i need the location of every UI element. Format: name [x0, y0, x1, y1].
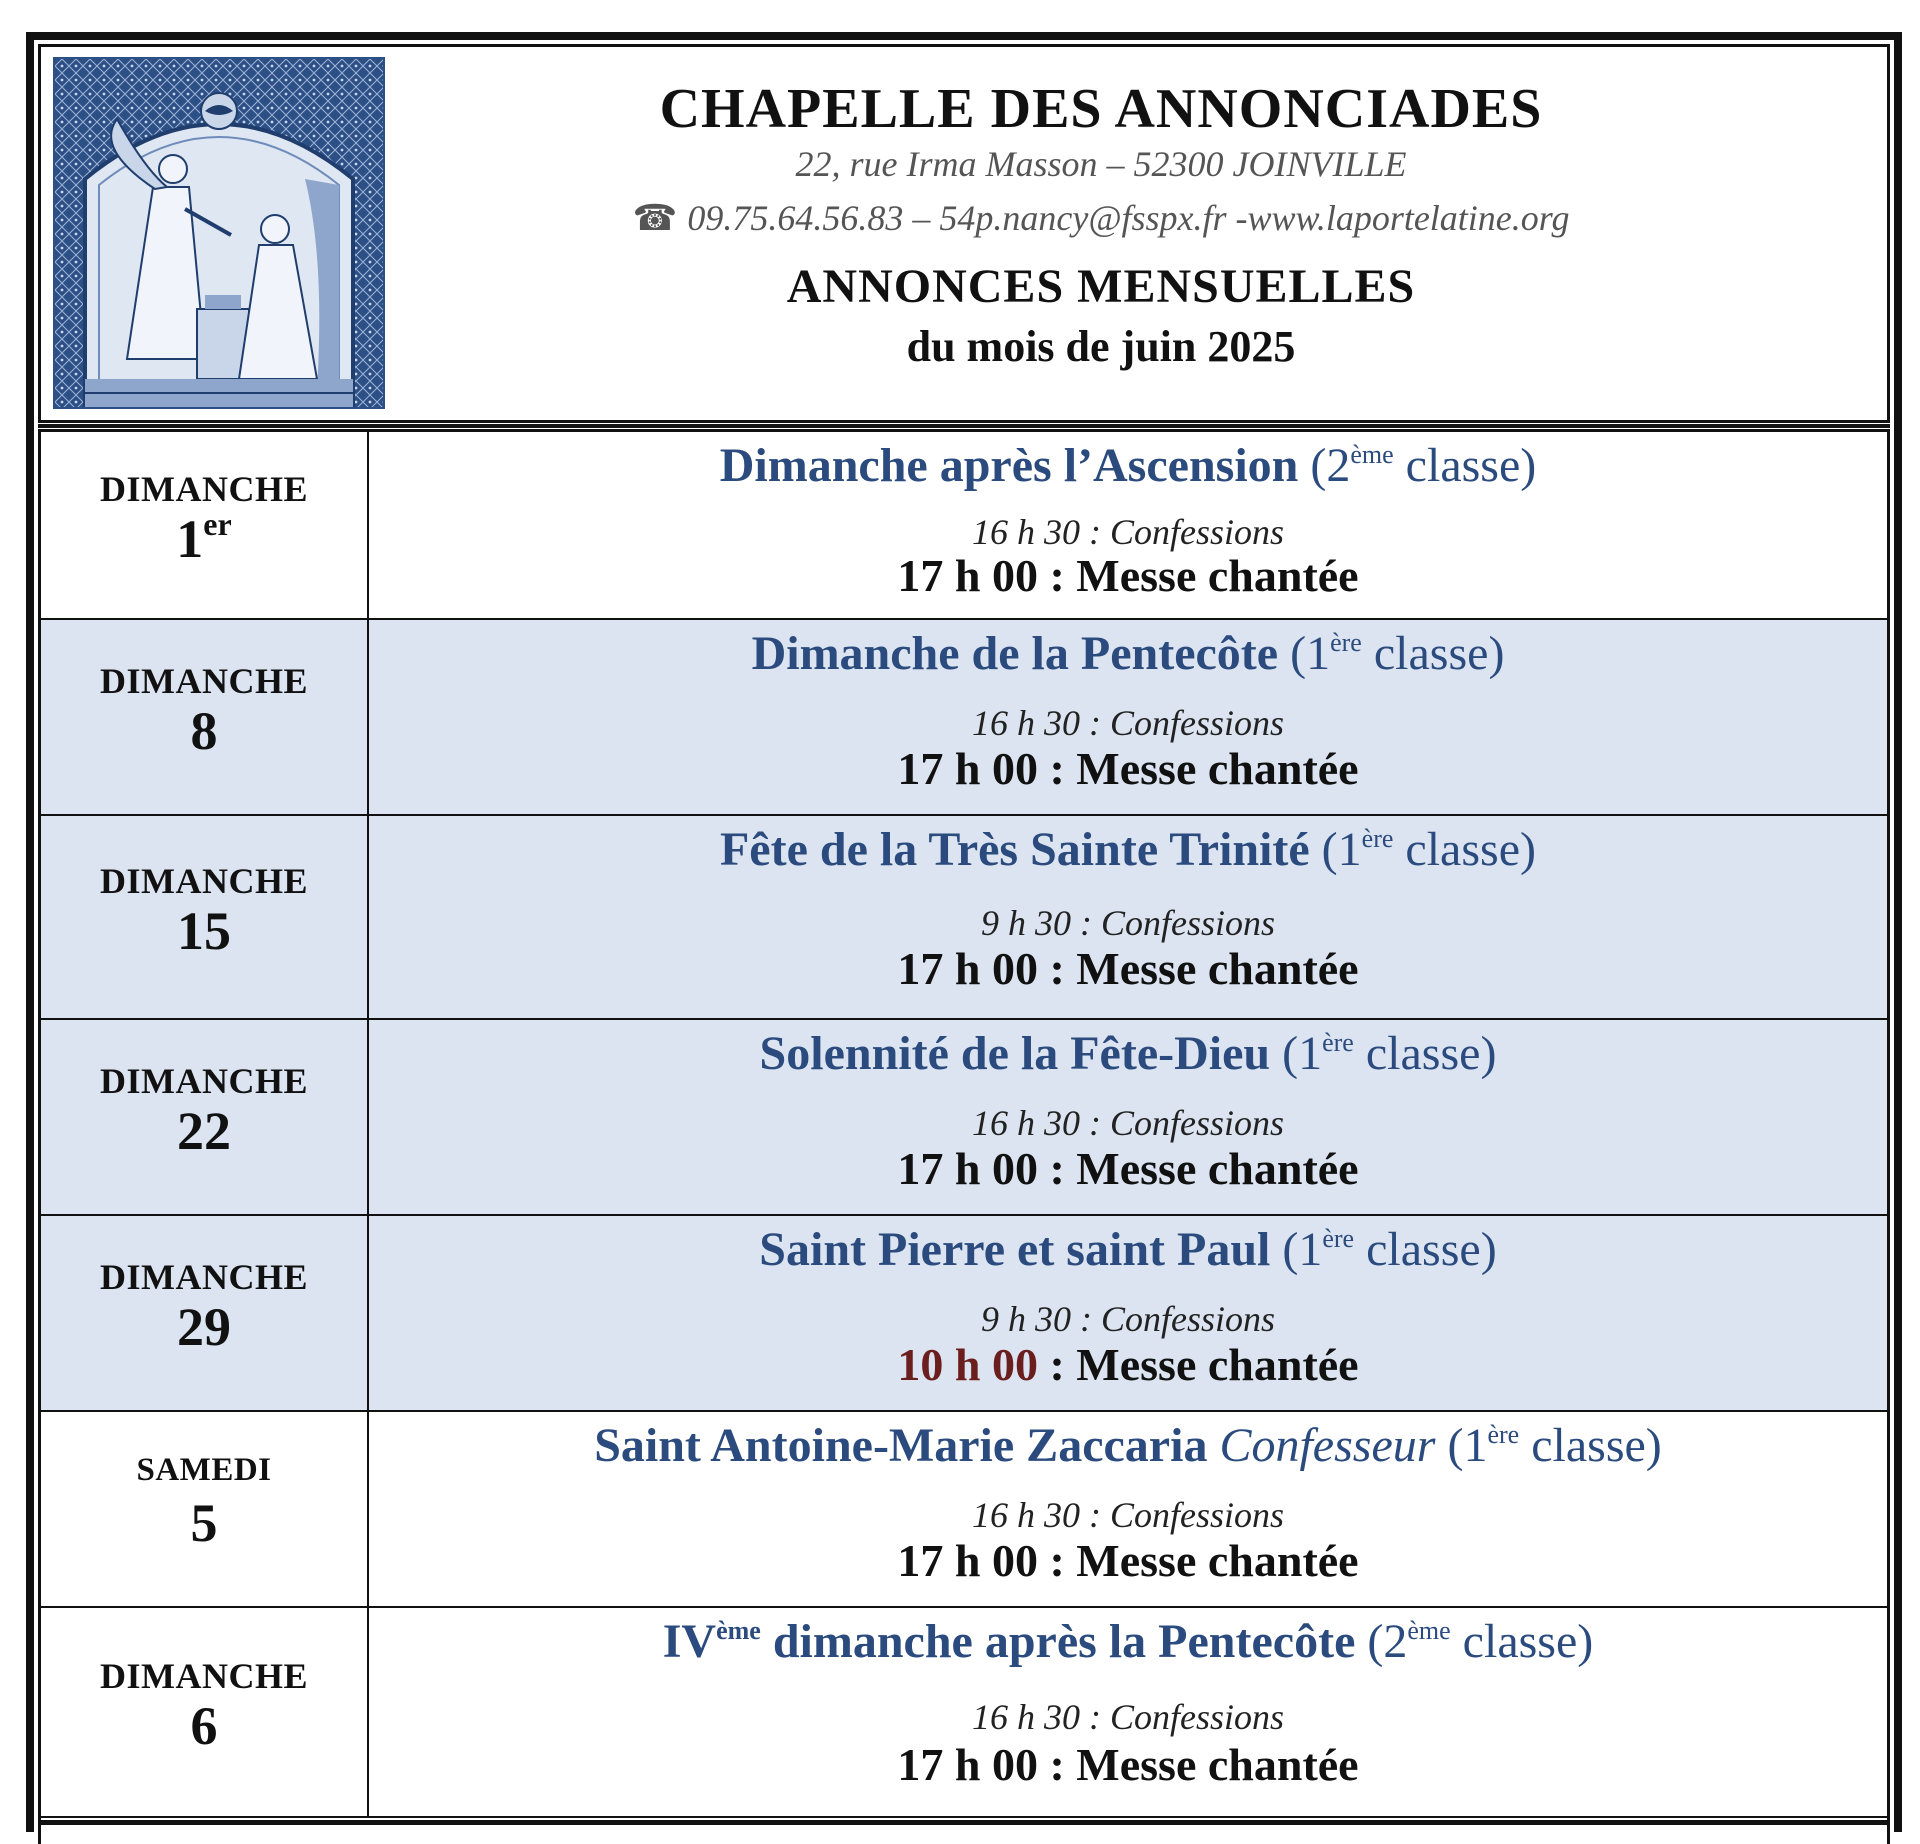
feast-title: [369, 438, 1887, 493]
contact-text: 09.75.64.56.83 – 54p.nancy@fsspx.fr -www.laportelatine.org: [687, 198, 1570, 238]
event-cell: [369, 1412, 1887, 1606]
annunciation-engraving: [53, 57, 385, 409]
page-title: ANNONCES MENSUELLES: [786, 260, 1416, 313]
day-number: [41, 1492, 367, 1554]
mass-label: : Messe chantée: [1037, 943, 1359, 994]
feast-class-close: classe): [1450, 1615, 1594, 1668]
feast-class-open: (1: [1447, 1419, 1488, 1472]
day-cell: [41, 1412, 369, 1606]
event-cell: [369, 620, 1887, 814]
header-divider: [38, 420, 1890, 432]
mass-label: : Messe chantée: [1037, 1143, 1359, 1194]
mass-time: 17 h 00: [897, 1739, 1038, 1790]
day-cell: [41, 432, 369, 618]
mass-time: 17 h 00: [897, 550, 1038, 601]
feast-class-suffix: ère: [1322, 1224, 1355, 1253]
day-number: [41, 1100, 367, 1162]
day-number: [41, 508, 367, 570]
feast-name: dimanche après la Pentecôte: [772, 1615, 1356, 1668]
feast-class-close: classe): [1393, 823, 1536, 876]
mass-line: [369, 942, 1887, 995]
feast-class-close: classe): [1393, 439, 1537, 492]
feast-class-open: (1: [1321, 823, 1362, 876]
feast-qualifier: Confesseur: [1219, 1419, 1436, 1472]
mass-time: 17 h 00: [897, 943, 1038, 994]
feast-class-open: (2: [1367, 1615, 1408, 1668]
feast-name: Dimanche après l’Ascension: [719, 439, 1299, 492]
day-name: DIMANCHE: [100, 1061, 308, 1101]
confessions-time: 16 h 30 : Confessions: [971, 703, 1284, 743]
feast-name: Solennité de la Fête-Dieu: [759, 1027, 1271, 1080]
feast-class-suffix: ère: [1487, 1420, 1520, 1449]
feast-name: Saint Antoine-Marie Zaccaria: [594, 1419, 1208, 1472]
schedule-row: [38, 432, 1890, 620]
mass-time: 17 h 00: [897, 1535, 1038, 1586]
schedule-row: [38, 620, 1890, 816]
feast-class-open: (1: [1290, 627, 1331, 680]
mass-line: [369, 1738, 1887, 1791]
day-name: DIMANCHE: [100, 1257, 308, 1297]
day-number-value: 8: [190, 701, 218, 761]
schedule-row: [38, 816, 1890, 1020]
day-number: [41, 1296, 367, 1358]
schedule-row: [38, 1020, 1890, 1216]
mass-time: 10 h 00: [897, 1339, 1038, 1390]
mass-time: 17 h 00: [897, 743, 1038, 794]
feast-prefix-suffix: ème: [716, 1616, 761, 1645]
feast-name: Dimanche de la Pentecôte: [751, 627, 1279, 680]
day-cell: [41, 1608, 369, 1816]
feast-title: [369, 1026, 1887, 1081]
feast-class-suffix: ère: [1330, 628, 1362, 657]
mass-line: [369, 549, 1887, 602]
feast-title: [369, 1418, 1887, 1473]
feast-class-suffix: ème: [1350, 440, 1394, 469]
feast-name: Saint Pierre et saint Paul: [759, 1223, 1271, 1276]
mass-label: : Messe chantée: [1037, 1535, 1359, 1586]
confessions-time: 9 h 30 : Confessions: [980, 903, 1275, 943]
feast-title: [369, 1614, 1887, 1669]
feast-class-open: (1: [1282, 1027, 1323, 1080]
day-number-value: 6: [190, 1696, 218, 1756]
confessions-time: 16 h 30 : Confessions: [971, 1697, 1284, 1737]
chapel-address: 22, rue Irma Masson – 52300 JOINVILLE: [795, 144, 1407, 184]
schedule-row: [38, 1608, 1890, 1818]
feast-class-open: (1: [1282, 1223, 1323, 1276]
mass-line: [369, 1142, 1887, 1195]
bottom-divider: [38, 1820, 1890, 1825]
header: [41, 47, 1887, 422]
schedule-row: [38, 1412, 1890, 1608]
feast-class-suffix: ème: [1407, 1616, 1451, 1645]
confessions-time: 16 h 30 : Confessions: [971, 1495, 1284, 1535]
day-number-value: 22: [177, 1101, 231, 1161]
event-cell: [369, 432, 1887, 618]
telephone-icon: ☎: [632, 198, 678, 238]
confessions-time: 16 h 30 : Confessions: [971, 1103, 1284, 1143]
day-cell: [41, 816, 369, 1018]
day-number: [41, 900, 367, 962]
feast-class-close: classe): [1353, 1027, 1497, 1080]
event-cell: [369, 1216, 1887, 1410]
feast-class-suffix: ère: [1361, 824, 1394, 853]
feast-name: Fête de la Très Sainte Trinité: [719, 823, 1310, 876]
day-cell: [41, 1216, 369, 1410]
feast-class-open: (2: [1310, 439, 1351, 492]
mass-time: 17 h 00: [897, 1143, 1038, 1194]
day-number: [41, 700, 367, 762]
day-number-suffix: er: [203, 506, 232, 542]
feast-class-suffix: ère: [1322, 1028, 1354, 1057]
mass-label: : Messe chantée: [1037, 1739, 1359, 1790]
day-name: DIMANCHE: [100, 861, 308, 901]
day-number-value: 5: [190, 1493, 218, 1553]
chapel-contact: [401, 197, 1801, 239]
day-cell: [41, 1020, 369, 1214]
feast-title: [369, 822, 1887, 877]
day-number-value: 15: [177, 901, 231, 961]
confessions-time: 16 h 30 : Confessions: [971, 512, 1284, 552]
mass-label: : Messe chantée: [1037, 550, 1359, 601]
feast-title: [369, 1222, 1887, 1277]
feast-class-close: classe): [1361, 627, 1505, 680]
feast-title: [369, 626, 1887, 681]
day-number-value: 1: [176, 509, 204, 569]
day-name: DIMANCHE: [100, 469, 308, 509]
mass-line: [369, 1338, 1887, 1391]
schedule-row: [38, 1216, 1890, 1412]
day-number: [41, 1695, 367, 1757]
mass-line: [369, 742, 1887, 795]
day-name: SAMEDI: [136, 1452, 272, 1488]
day-cell: [41, 620, 369, 814]
day-number-value: 29: [177, 1297, 231, 1357]
day-name: DIMANCHE: [100, 1656, 308, 1696]
confessions-time: 9 h 30 : Confessions: [980, 1299, 1275, 1339]
feast-class-close: classe): [1354, 1223, 1497, 1276]
mass-line: [369, 1534, 1887, 1587]
page-subtitle: du mois de juin 2025: [906, 322, 1296, 371]
chapel-name: CHAPELLE DES ANNONCIADES: [659, 78, 1543, 140]
feast-prefix: IV: [662, 1615, 717, 1668]
mass-label: : Messe chantée: [1037, 1339, 1359, 1390]
mass-label: : Messe chantée: [1037, 743, 1359, 794]
event-cell: [369, 1020, 1887, 1214]
day-name: DIMANCHE: [100, 661, 308, 701]
feast-class-close: classe): [1519, 1419, 1662, 1472]
event-cell: [369, 1608, 1887, 1816]
event-cell: [369, 816, 1887, 1018]
